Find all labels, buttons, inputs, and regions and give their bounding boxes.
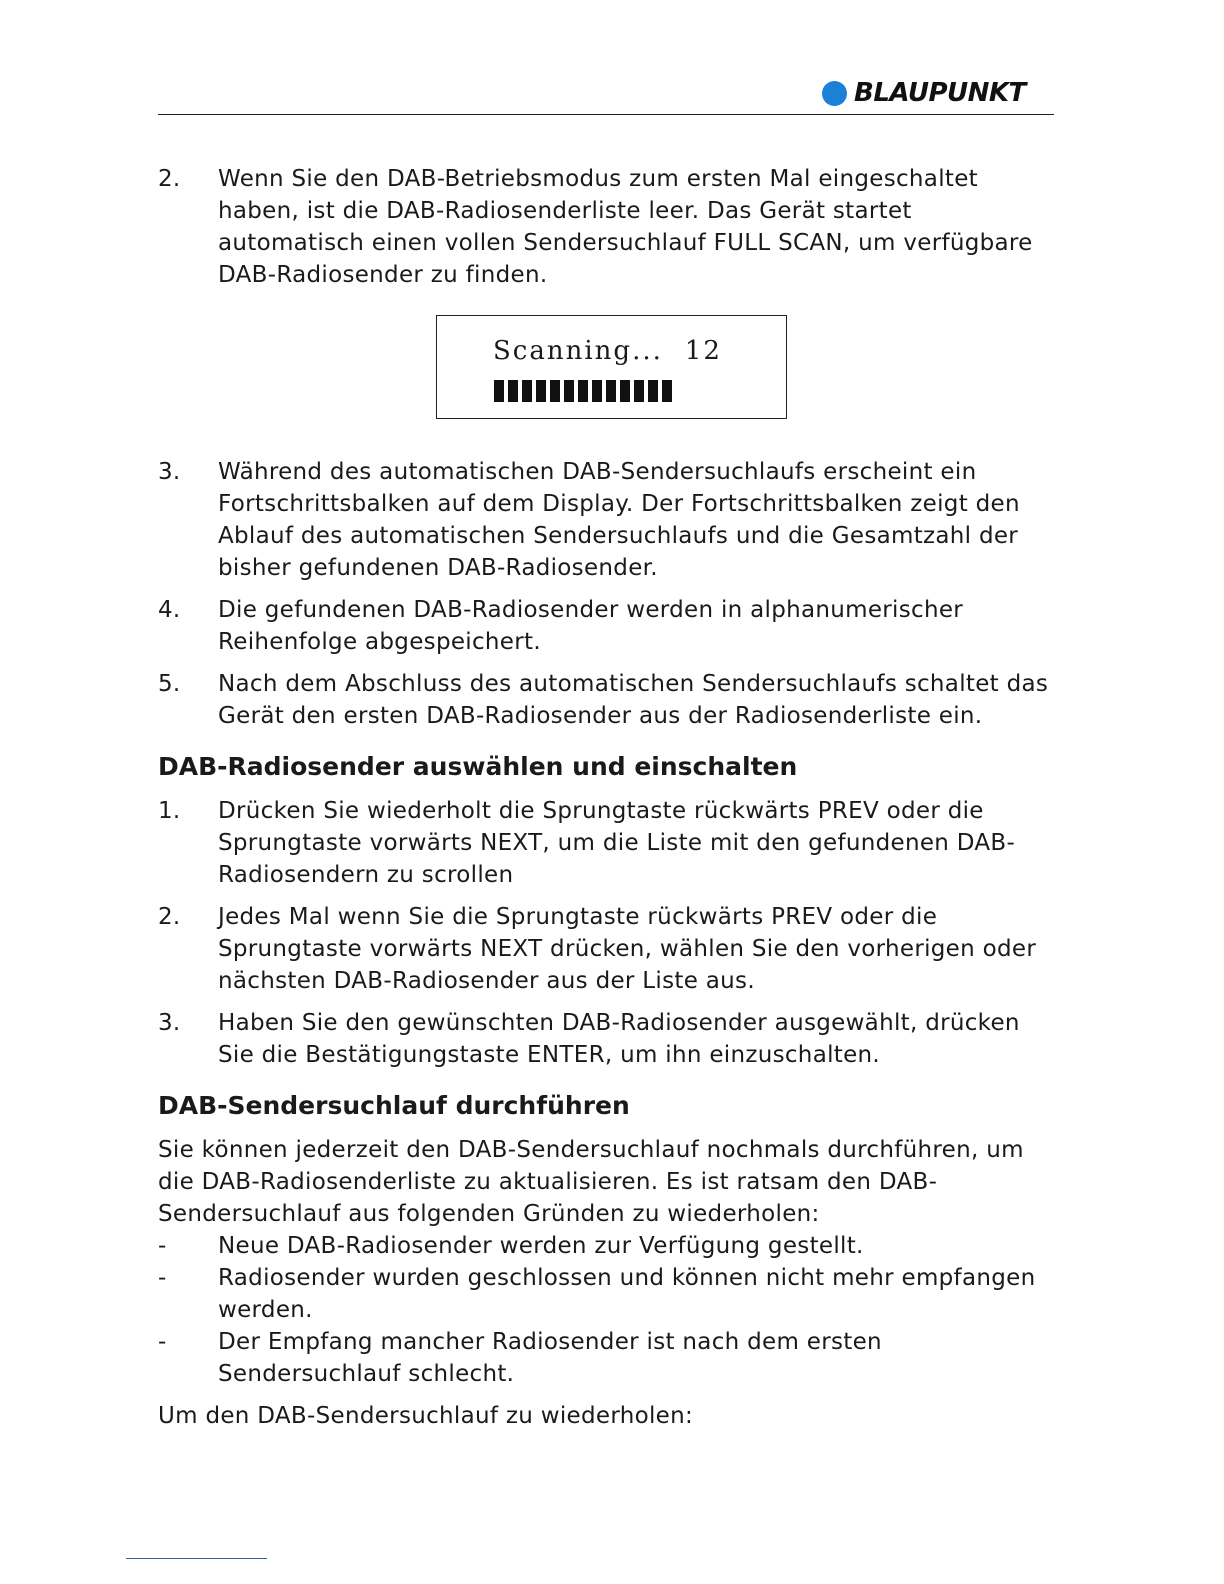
rescan-section — [158, 1134, 1058, 1432]
bullet-mark: - — [158, 1233, 167, 1259]
list-item — [158, 901, 1058, 997]
progress-segment — [606, 380, 616, 402]
progress-segment — [564, 380, 574, 402]
progress-segment — [522, 380, 532, 402]
scan-display — [436, 315, 787, 419]
progress-segment — [494, 380, 504, 402]
progress-segment — [662, 380, 672, 402]
item-text: Die gefundenen DAB-Radiosender werden in alphanumerischer Reihenfolge abgespeichert. — [218, 597, 964, 655]
list-item — [158, 456, 1058, 584]
item-text: Während des automatischen DAB-Sendersuchlaufs erscheint ein Fortschrittsbalken auf dem Display. Der Fortschrittsbalken zeigt den Ablauf des automatischen Sendersuchlaufs und die Gesamtzahl der bisher gefundenen DAB-Radiosender. — [218, 459, 1020, 581]
footer-divider — [126, 1558, 267, 1559]
item-number: 1. — [158, 798, 181, 824]
bullet-text: Neue DAB-Radiosender werden zur Verfügung gestellt. — [218, 1233, 864, 1259]
display-count: 12 — [684, 336, 722, 366]
bullet-item — [158, 1326, 1058, 1390]
item-number: 2. — [158, 166, 181, 192]
bullet-text: Der Empfang mancher Radiosender ist nach dem ersten Sendersuchlauf schlecht. — [218, 1329, 882, 1387]
bullet-mark: - — [158, 1265, 167, 1291]
item-text: Drücken Sie wiederholt die Sprungtaste rückwärts PREV oder die Sprungtaste vorwärts NEXT, um die Liste mit den gefundenen DAB-Radiosendern zu scrollen — [218, 798, 1016, 888]
list-item — [158, 1007, 1058, 1071]
brand-logo — [822, 78, 1026, 108]
item-number: 3. — [158, 459, 181, 485]
list-item — [158, 668, 1058, 732]
bullet-text: Radiosender wurden geschlossen und können nicht mehr empfangen werden. — [218, 1265, 1036, 1323]
progress-segment — [592, 380, 602, 402]
progress-segment — [550, 380, 560, 402]
intro-list — [158, 163, 1058, 291]
item-text: Haben Sie den gewünschten DAB-Radiosender ausgewählt, drücken Sie die Bestätigungstaste ENTER, um ihn einzuschalten. — [218, 1010, 1020, 1068]
progress-segment — [536, 380, 546, 402]
list-item — [158, 594, 1058, 658]
header-divider — [158, 114, 1054, 115]
bullet-item — [158, 1262, 1058, 1326]
list-item — [158, 795, 1058, 891]
brand-name: BLAUPUNKT — [854, 78, 1026, 108]
list-item — [158, 163, 1058, 291]
bullet-item — [158, 1230, 1058, 1262]
progress-segment — [648, 380, 658, 402]
item-number: 4. — [158, 597, 181, 623]
section-intro: Sie können jederzeit den DAB-Sendersuchlauf nochmals durchführen, um die DAB-Radiosenderliste zu aktualisieren. Es ist ratsam den DAB-Sendersuchlauf aus folgenden Gründen zu wiederholen: — [158, 1137, 1024, 1227]
progress-segment — [508, 380, 518, 402]
item-number: 2. — [158, 904, 181, 930]
brand-dot-icon — [822, 81, 847, 106]
section-outro: Um den DAB-Sendersuchlauf zu wiederholen: — [158, 1403, 694, 1429]
progress-bar — [494, 380, 676, 402]
display-text — [493, 336, 722, 366]
item-number: 5. — [158, 671, 181, 697]
display-label: Scanning... — [493, 336, 663, 366]
progress-segment — [634, 380, 644, 402]
section-heading: DAB-Sendersuchlauf durchführen — [158, 1091, 630, 1120]
item-text: Nach dem Abschluss des automatischen Sendersuchlaufs schaltet das Gerät den ersten DAB-Radiosender aus der Radiosenderliste ein. — [218, 671, 1049, 729]
section-heading: DAB-Radiosender auswählen und einschalten — [158, 752, 798, 781]
item-text: Wenn Sie den DAB-Betriebsmodus zum ersten Mal eingeschaltet haben, ist die DAB-Radiosenderliste leer. Das Gerät startet automatisch einen vollen Sendersuchlauf FULL SCAN, um verfügbare DAB-Radiosender zu finden. — [218, 166, 1033, 288]
bullet-mark: - — [158, 1329, 167, 1355]
select-station-list — [158, 795, 1058, 1071]
progress-segment — [620, 380, 630, 402]
progress-segment — [578, 380, 588, 402]
item-number: 3. — [158, 1010, 181, 1036]
item-text: Jedes Mal wenn Sie die Sprungtaste rückwärts PREV oder die Sprungtaste vorwärts NEXT drücken, wählen Sie den vorherigen oder nächsten DAB-Radiosender aus der Liste aus. — [218, 904, 1037, 994]
scan-list — [158, 456, 1058, 732]
